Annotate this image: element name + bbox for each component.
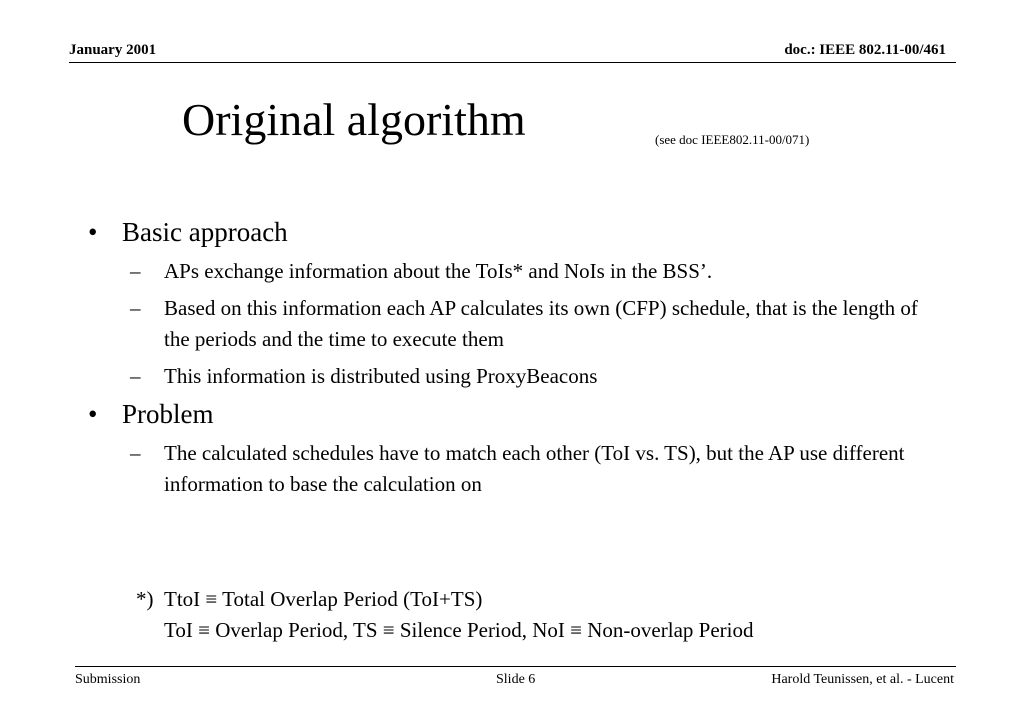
sub-bullet-text: APs exchange information about the ToIs* and NoIs in the BSS’. <box>164 259 713 283</box>
dash-mark: – <box>130 441 141 465</box>
footnote-mark: *) <box>136 587 154 611</box>
header-divider <box>69 62 956 63</box>
bullet-mark: • <box>88 217 98 247</box>
sub-bullet <box>88 361 928 392</box>
bullet-heading: Problem <box>122 399 214 429</box>
sub-bullet-text: Based on this information each AP calculates its own (CFP) schedule, that is the length of the periods and the time to execute them <box>164 296 918 351</box>
bullet-basic-approach <box>88 214 928 250</box>
footnote <box>88 584 928 646</box>
sub-bullet <box>88 438 928 500</box>
footer-slide-number: Slide 6 <box>496 672 536 687</box>
sub-bullet <box>88 256 928 287</box>
dash-mark: – <box>130 296 141 320</box>
slide-body <box>88 212 928 646</box>
footnote-line-1: TtoI ≡ Total Overlap Period (ToI+TS) <box>164 587 483 611</box>
sub-bullet-text: The calculated schedules have to match each other (ToI vs. TS), but the AP use different information to base the calculation on <box>164 441 905 496</box>
sub-bullet <box>88 293 928 355</box>
footer-author: Harold Teunissen, et al. - Lucent <box>771 672 954 687</box>
slide-title: Original algorithm <box>182 94 526 145</box>
slide-reference: (see doc IEEE802.11-00/071) <box>655 132 810 147</box>
footer-divider <box>75 666 956 667</box>
sub-bullet-text: This information is distributed using ProxyBeacons <box>164 364 598 388</box>
footnote-line-2: ToI ≡ Overlap Period, TS ≡ Silence Period, NoI ≡ Non-overlap Period <box>164 618 754 642</box>
header-doc-id: doc.: IEEE 802.11-00/461 <box>784 42 946 58</box>
bullet-heading: Basic approach <box>122 217 288 247</box>
dash-mark: – <box>130 364 141 388</box>
bullet-problem <box>88 396 928 432</box>
header-date: January 2001 <box>69 42 157 58</box>
footer-submission: Submission <box>75 672 141 687</box>
dash-mark: – <box>130 259 141 283</box>
bullet-mark: • <box>88 399 98 429</box>
